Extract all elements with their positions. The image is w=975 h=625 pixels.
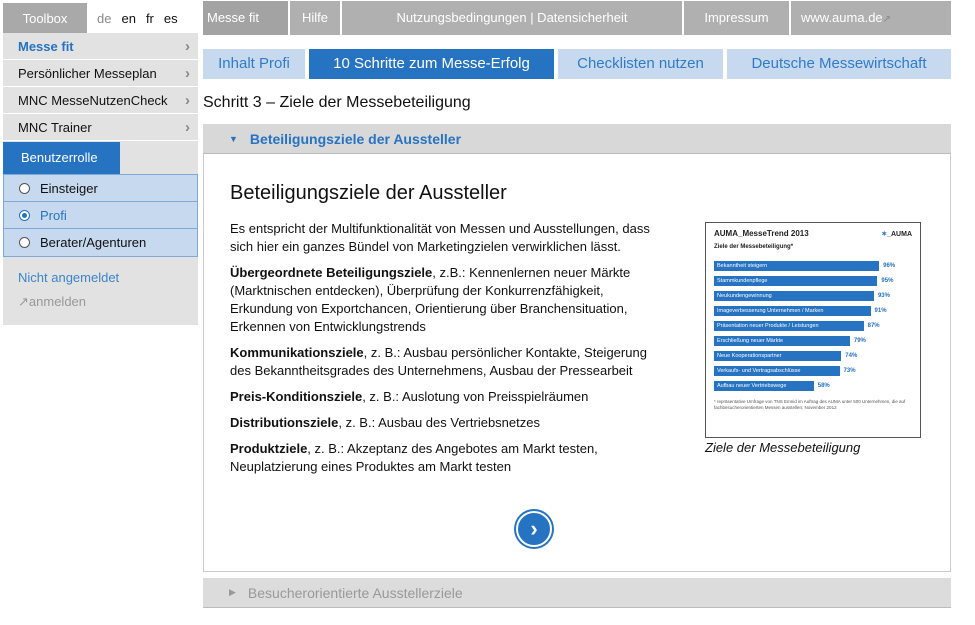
chart-bar-row [714, 348, 912, 363]
intro-paragraph: Es entspricht der Multifunktionalität von Messen und Ausstellungen, dass sich hier ein ganzes Bündel von Marketingzielen verwirklichen lässt. [230, 221, 650, 254]
chart-bar: Präsentation neuer Produkte / Leistungen [714, 321, 864, 331]
chart-bar-row [714, 378, 912, 393]
chart-bar: Imageverbesserung Unternehmen / Marken [714, 306, 871, 316]
radio-button-selected[interactable] [19, 210, 30, 221]
tab-bar [203, 49, 951, 79]
chart-data-label: 95% [881, 277, 894, 284]
role-option-berater[interactable] [4, 229, 197, 256]
chevron-right-icon: › [185, 37, 190, 55]
section-heading: Beteiligungsziele der Aussteller [230, 182, 507, 204]
chart-subtitle: Ziele der Messebeteiligung* [714, 244, 794, 250]
topnav-nutzungsbedingungen[interactable]: Nutzungsbedingungen | Datensicherheit [342, 1, 684, 35]
next-arrow-button[interactable] [516, 511, 552, 547]
role-label: Berater/Agenturen [40, 235, 147, 250]
sidebar-item-label: MNC Trainer [18, 119, 92, 135]
accordion-header-besucherorientiert[interactable] [203, 578, 951, 608]
accordion-title: Beteiligungsziele der Aussteller [249, 130, 462, 147]
topnav-impressum[interactable]: Impressum [684, 1, 791, 35]
chart-bar: Verkaufs- und Vertragsabschlüsse [714, 366, 840, 376]
login-state: Nicht angemeldet [18, 270, 120, 285]
chart-data-label: 96% [883, 262, 896, 269]
chart-bar: Neukundengewinnung [714, 291, 874, 301]
role-tab: Benutzerrolle [3, 142, 120, 174]
role-list [3, 174, 198, 257]
language-fr[interactable]: fr [145, 10, 154, 26]
chart-bar-row [714, 273, 912, 288]
paragraph-kommunikation: Kommunikationsziele, z. B.: Ausbau persönlicher Kontakte, Steigerung des Bekanntheitsgrades des Unternehmens, Ausbau der Pressearbeit [230, 345, 647, 378]
sidebar-item-messe-fit[interactable] [3, 33, 198, 60]
chevron-right-icon: › [530, 516, 538, 541]
role-label: Einsteiger [40, 180, 98, 196]
chart-data-label: 79% [853, 337, 866, 344]
triangle-down-icon: ▼ [229, 133, 238, 144]
figure-caption: Ziele der Messebeteiligung [705, 440, 861, 455]
topnav-auma-link[interactable]: www.auma.de↗ [801, 10, 892, 25]
chart-bar-row [714, 288, 912, 303]
chart-data-label: 87% [867, 322, 880, 329]
chart-bar-row [714, 318, 912, 333]
chart-bar: Stammkundenpflege [714, 276, 877, 286]
chart-data-label: 91% [874, 307, 887, 314]
sidebar [3, 3, 198, 325]
sidebar-item-label: Persönlicher Messeplan [18, 65, 157, 81]
accordion-header-beteiligungsziele[interactable] [203, 124, 951, 154]
chart-title: AUMA_MesseTrend 2013 [714, 229, 809, 238]
chart-bars [714, 258, 912, 393]
chevron-right-icon: › [185, 91, 190, 109]
chart-bar: Bekanntheit steigern [714, 261, 879, 271]
login-link[interactable]: ↗anmelden [18, 294, 87, 309]
accordion-title: Besucherorientierte Ausstellerziele [247, 584, 463, 601]
chart-data-label: 73% [843, 367, 856, 374]
chart-bar-row [714, 258, 912, 273]
paragraph-uebergeordnet: Übergeordnete Beteiligungsziele, z.B.: Kennenlernen neuer Märkte (Marktnischen entdecken), Überprüfung der Konkurrenzfähigkeit, Erkundung von Exportchancen, Orientierung über Branchensituation, Erkennen von Entwicklungstrends [230, 265, 631, 334]
chart-bar: Erschließung neuer Märkte [714, 336, 850, 346]
chart-footnote: * repräsentative Umfrage von TNS Emnid im Auftrag des AUMA unter 500 Unternehmen, die auf fachbesucherorientierten Messen ausstellen; November 2012 [714, 399, 906, 410]
sidebar-item-messeplan[interactable] [3, 60, 198, 87]
triangle-right-icon: ▶ [229, 587, 236, 597]
chart-bar-row [714, 363, 912, 378]
language-switcher [87, 3, 178, 33]
chevron-right-icon: › [185, 64, 190, 82]
chart-bar-row [714, 333, 912, 348]
language-es[interactable]: es [163, 10, 178, 26]
toolbox-tab[interactable]: Toolbox [3, 3, 87, 33]
paragraph-preis: Preis-Konditionsziele, z. B.: Auslotung von Preisspielräumen [230, 389, 589, 404]
chart-data-label: 93% [877, 292, 890, 299]
role-label: Profi [40, 207, 67, 223]
sidebar-item-mnc-trainer[interactable] [3, 114, 198, 141]
chart-bar: Aufbau neuer Vertriebswege [714, 381, 814, 391]
role-option-profi[interactable] [4, 202, 197, 229]
chart-bar-row [714, 303, 912, 318]
sidebar-item-label: Messe fit [18, 38, 74, 54]
section-text [230, 220, 670, 484]
chart-figure[interactable] [705, 222, 921, 438]
paragraph-distribution: Distributionsziele, z. B.: Ausbau des Vertriebsnetzes [230, 415, 540, 430]
language-de[interactable]: de [97, 10, 112, 26]
chart-data-label: 74% [845, 352, 858, 359]
topnav-messe-fit[interactable]: Messe fit [203, 1, 290, 35]
radio-button[interactable] [19, 183, 30, 194]
tab-10-schritte[interactable]: 10 Schritte zum Messe-Erfolg [309, 49, 554, 79]
chart-bar: Neue Kooperationspartner [714, 351, 841, 361]
chevron-right-icon: › [185, 118, 190, 136]
arrow-up-right-icon: ↗ [18, 294, 29, 309]
radio-button[interactable] [19, 237, 30, 248]
role-option-einsteiger[interactable] [4, 175, 197, 202]
tab-checklisten[interactable]: Checklisten nutzen [558, 49, 723, 79]
tab-inhalt-profi[interactable]: Inhalt Profi [203, 49, 305, 79]
page-title: Schritt 3 – Ziele der Messebeteiligung [203, 94, 471, 111]
sidebar-item-mnc-check[interactable] [3, 87, 198, 114]
topnav-hilfe[interactable]: Hilfe [290, 1, 342, 35]
language-en[interactable]: en [121, 10, 136, 26]
chart-data-label: 58% [817, 382, 830, 389]
sidebar-item-label: MNC MesseNutzenCheck [18, 92, 168, 108]
accordion-body [203, 154, 951, 572]
tab-messewirtschaft[interactable]: Deutsche Messewirtschaft [727, 49, 951, 79]
paragraph-produkt: Produktziele, z. B.: Akzeptanz des Angebotes am Markt testen, Neuplatzierung eines Produktes am Markt testen [230, 441, 598, 474]
toolbox-row [3, 3, 198, 33]
auma-logo: ✶_AUMA [881, 230, 912, 238]
top-nav [203, 1, 951, 35]
external-link-icon: ↗ [882, 14, 892, 25]
